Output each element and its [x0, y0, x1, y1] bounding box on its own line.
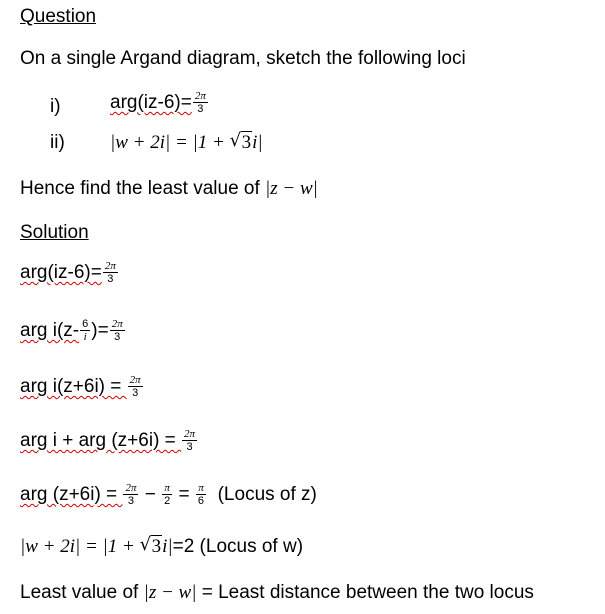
item-ii-radicand: 3	[241, 132, 252, 153]
solution-step-2	[20, 316, 126, 346]
step-3-text: arg i(z+6i) =	[20, 376, 127, 397]
step-6-radicand: 3	[151, 536, 162, 557]
step-5-f2-den: 2	[164, 495, 171, 508]
step-6-value: =2 (Locus of w)	[172, 536, 304, 557]
step-5-f3-num: π	[196, 482, 206, 495]
solution-step-5	[20, 480, 317, 510]
step-3-fraction	[128, 374, 143, 399]
step-5-fraction-3	[196, 482, 206, 507]
step-1-text: arg(iz-6)=	[20, 262, 102, 283]
step-5-f3-den: 6	[197, 495, 205, 508]
question-intro-text: On a single Argand diagram, sketch the following loci	[20, 48, 466, 69]
step-2-inner-fraction	[80, 318, 90, 343]
item-ii-expression	[110, 132, 263, 154]
step-5-f1-num: 2π	[125, 482, 137, 495]
solution-step-3	[20, 372, 144, 402]
hence-text: Hence find the least value of	[20, 178, 266, 199]
step-5-eq: =	[178, 484, 190, 505]
step-3-num: 2π	[129, 374, 141, 387]
step-5-fraction-1	[123, 482, 138, 507]
item-ii-sqrt	[230, 132, 253, 154]
step-1-den: 3	[107, 273, 114, 286]
item-i-fraction	[193, 90, 208, 115]
solution-step-4	[20, 426, 198, 456]
item-ii-tail: i|	[252, 132, 263, 153]
step-5-text: arg (z+6i) =	[20, 484, 123, 505]
step-6-sqrt	[140, 536, 163, 558]
hence-line	[20, 178, 318, 200]
step-2-num: 2π	[111, 318, 123, 331]
step-1-fraction	[103, 260, 118, 285]
question-intro	[20, 48, 466, 70]
step-2-text-b: )=	[91, 320, 109, 341]
step-7-expr: |z − w|	[143, 582, 197, 603]
step-1-num: 2π	[104, 260, 116, 273]
hence-expr: |z − w|	[265, 178, 318, 199]
question-heading: Question	[20, 6, 97, 27]
step-3-den: 3	[132, 387, 139, 400]
solution-step-7	[20, 582, 534, 604]
item-i-frac-den: 3	[197, 103, 204, 116]
step-5-f2-num: π	[162, 482, 172, 495]
step-2-fraction	[110, 318, 125, 343]
item-ii-marker: ii)	[50, 132, 65, 153]
step-4-fraction	[182, 428, 197, 453]
item-i-text: arg(iz-6)=	[110, 92, 192, 113]
step-6-tail: i|	[162, 536, 173, 557]
item-i-frac-num: 2π	[194, 90, 206, 103]
step-7-text-b: = Least distance between the two locus	[196, 582, 534, 603]
step-5-fraction-2	[162, 482, 172, 507]
solution-step-6	[20, 536, 303, 558]
solution-step-1	[20, 258, 119, 288]
step-4-text: arg i + arg (z+6i) =	[20, 430, 182, 451]
step-2-den: 3	[114, 331, 121, 344]
item-i-expression	[110, 88, 209, 118]
step-5-minus: −	[144, 484, 156, 505]
step-2-inner-den: i	[83, 331, 87, 344]
solution-heading: Solution	[20, 222, 89, 243]
step-5-f1-den: 3	[127, 495, 134, 508]
step-4-num: 2π	[184, 428, 196, 441]
item-ii-lhs: |w + 2i| = |1 +	[110, 132, 230, 153]
step-6-lhs: |w + 2i| = |1 +	[20, 536, 140, 557]
item-i-marker: i)	[50, 96, 61, 117]
step-4-den: 3	[186, 441, 193, 454]
step-2-inner-num: 6	[82, 318, 89, 331]
step-7-text-a: Least value of	[20, 582, 144, 603]
step-2-text-a: arg i(z-	[20, 320, 80, 341]
step-5-note: (Locus of z)	[217, 484, 317, 505]
